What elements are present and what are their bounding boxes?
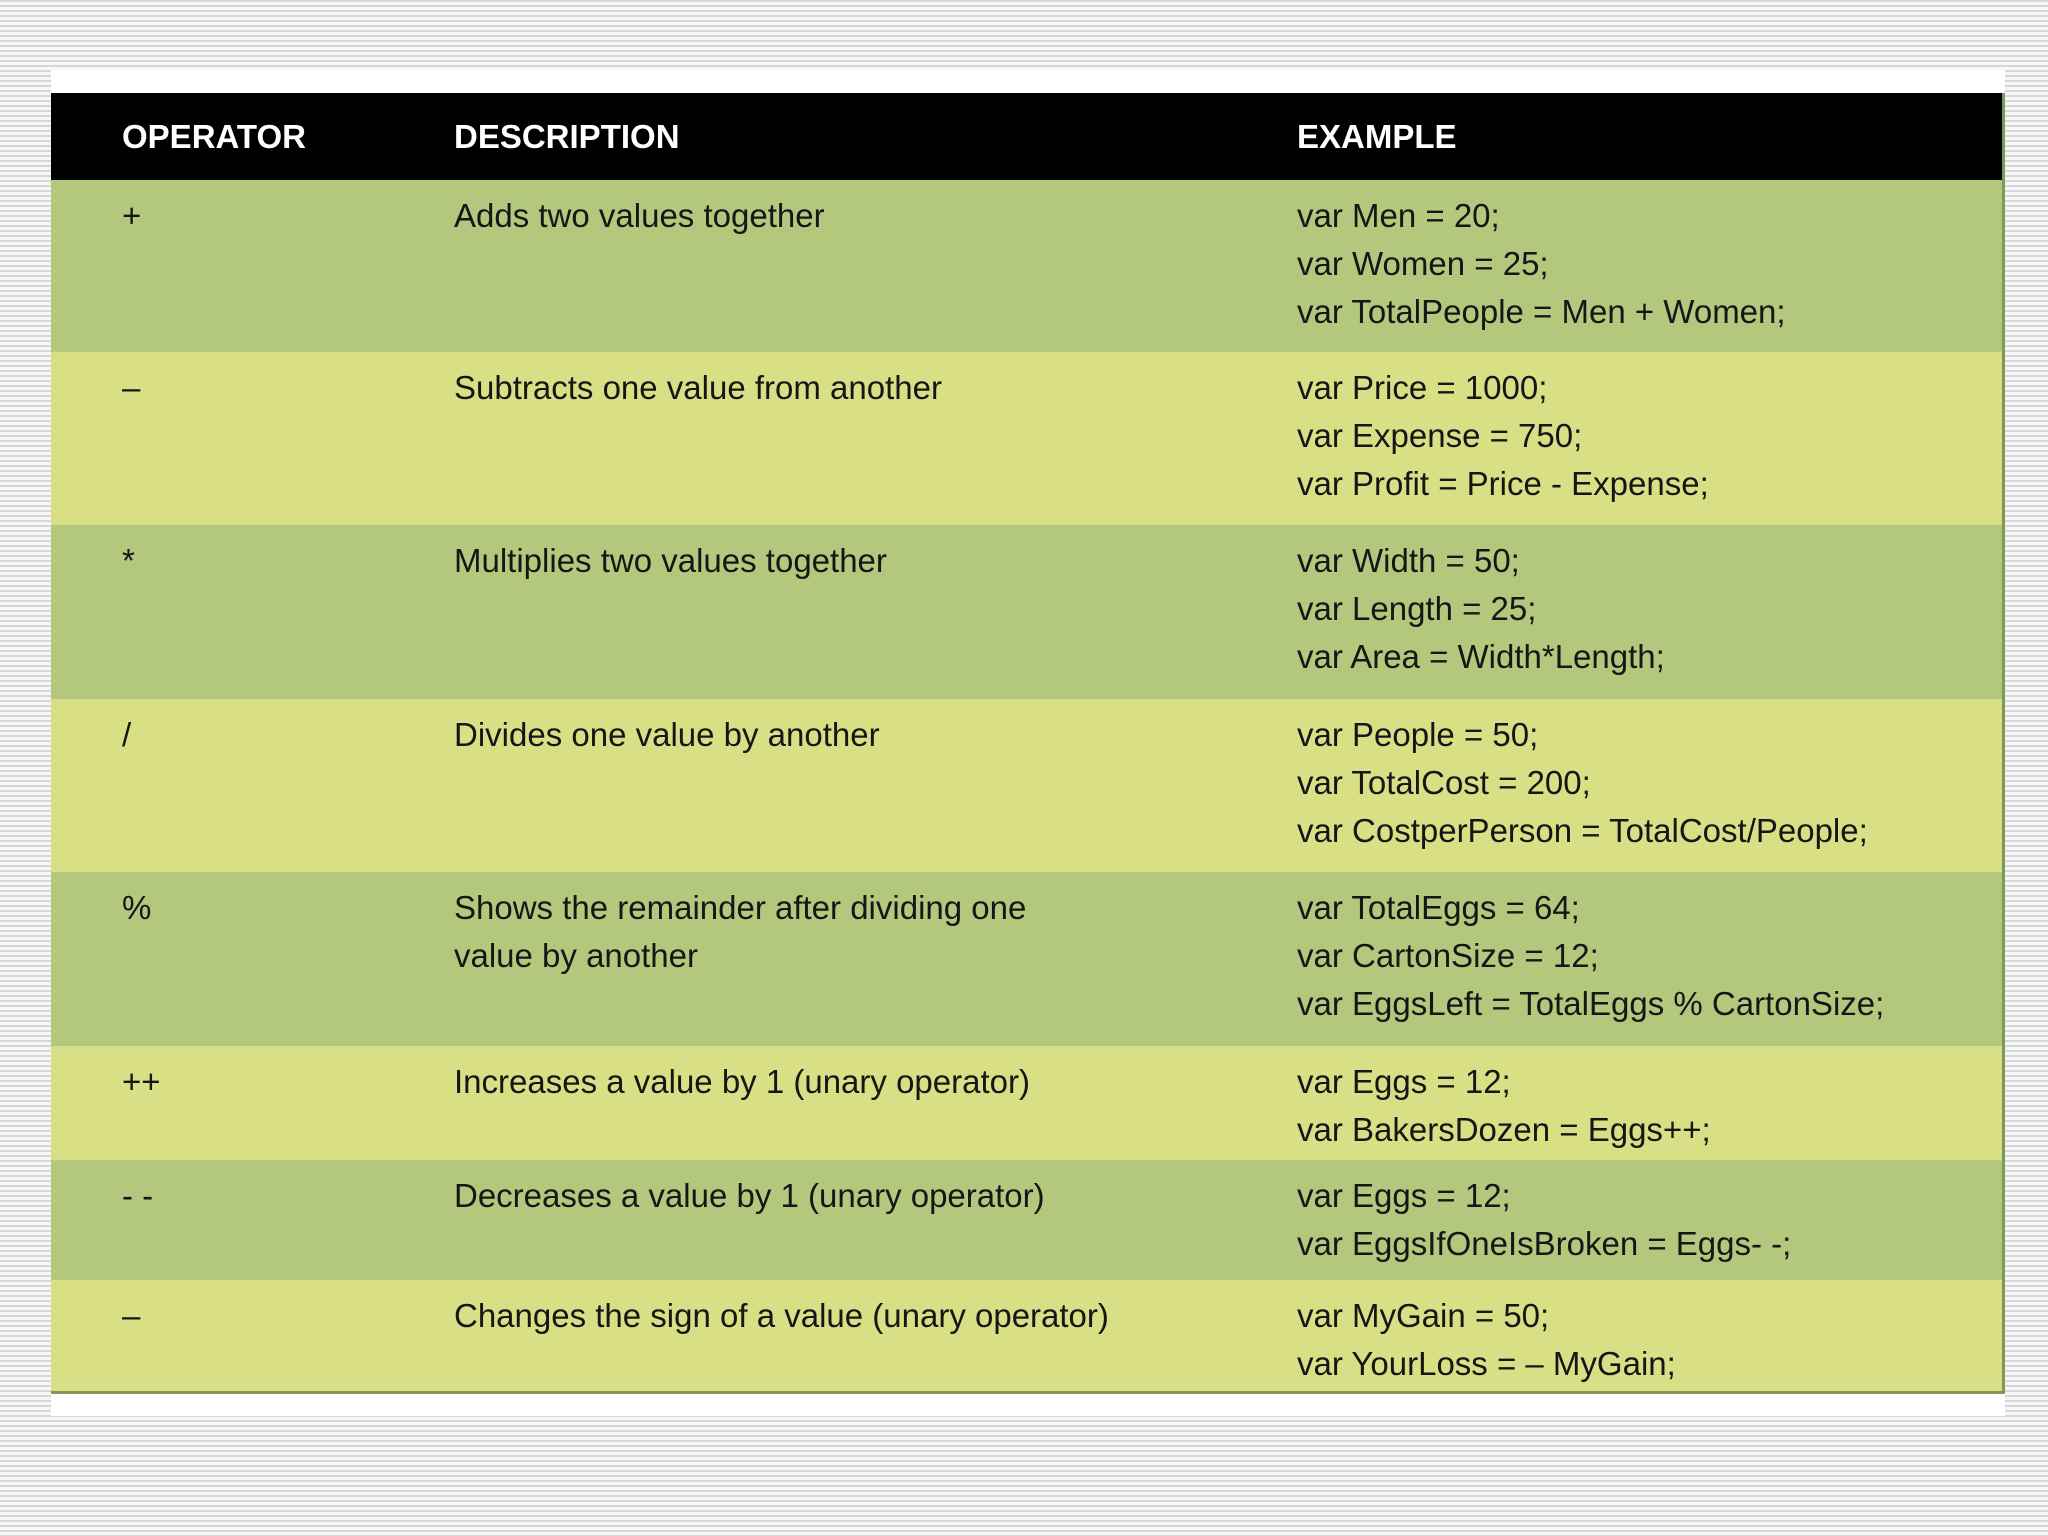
example-line: var Profit = Price - Expense; (1297, 465, 1709, 502)
example-cell (1297, 180, 2002, 352)
description-line: Increases a value by 1 (unary operator) (454, 1063, 1030, 1100)
description-line: Decreases a value by 1 (unary operator) (454, 1177, 1045, 1214)
description-cell (454, 1280, 1297, 1391)
description-cell (454, 872, 1297, 1046)
example-line: var CostperPerson = TotalCost/People; (1297, 812, 1868, 849)
table-row (51, 1160, 2002, 1280)
table-row (51, 699, 2002, 872)
description-line: Subtracts one value from another (454, 369, 942, 406)
description-cell (454, 1046, 1297, 1160)
description-line: Adds two values together (454, 197, 825, 234)
example-cell (1297, 1280, 2002, 1391)
example-line: var Women = 25; (1297, 245, 1549, 282)
example-cell (1297, 1160, 2002, 1280)
example-line: var Expense = 750; (1297, 417, 1583, 454)
example-cell (1297, 699, 2002, 872)
example-line: var BakersDozen = Eggs++; (1297, 1111, 1711, 1148)
operator-table (51, 93, 2002, 1391)
example-line: var Width = 50; (1297, 542, 1520, 579)
operator-cell: - - (51, 1160, 454, 1280)
example-line: var CartonSize = 12; (1297, 937, 1599, 974)
description-cell (454, 1160, 1297, 1280)
example-line: var TotalPeople = Men + Women; (1297, 293, 1786, 330)
description-line: value by another (454, 937, 699, 974)
example-line: var TotalEggs = 64; (1297, 889, 1580, 926)
example-line: var Length = 25; (1297, 590, 1537, 627)
example-line: var TotalCost = 200; (1297, 764, 1591, 801)
table-row (51, 180, 2002, 352)
table-row (51, 352, 2002, 525)
description-cell (454, 699, 1297, 872)
description-line: Divides one value by another (454, 716, 880, 753)
description-cell (454, 180, 1297, 352)
example-line: var EggsIfOneIsBroken = Eggs- -; (1297, 1225, 1792, 1262)
example-line: var Men = 20; (1297, 197, 1500, 234)
example-cell (1297, 352, 2002, 525)
example-line: var YourLoss = – MyGain; (1297, 1345, 1676, 1382)
operator-cell: – (51, 352, 454, 525)
slide (51, 70, 2005, 1416)
operator-cell: / (51, 699, 454, 872)
example-line: var Eggs = 12; (1297, 1063, 1511, 1100)
operator-cell: * (51, 525, 454, 699)
example-cell (1297, 1046, 2002, 1160)
description-line: Changes the sign of a value (unary operator) (454, 1297, 1109, 1334)
header-operator: OPERATOR (51, 93, 454, 180)
example-line: var Eggs = 12; (1297, 1177, 1511, 1214)
operator-cell: % (51, 872, 454, 1046)
operator-cell: ++ (51, 1046, 454, 1160)
example-line: var Price = 1000; (1297, 369, 1548, 406)
example-line: var MyGain = 50; (1297, 1297, 1550, 1334)
example-line: var EggsLeft = TotalEggs % CartonSize; (1297, 985, 1885, 1022)
table-row (51, 1280, 2002, 1391)
description-cell (454, 525, 1297, 699)
example-line: var People = 50; (1297, 716, 1539, 753)
operator-table-container (51, 93, 2005, 1394)
description-line: Shows the remainder after dividing one (454, 889, 1027, 926)
table-row (51, 1046, 2002, 1160)
header-description: DESCRIPTION (454, 93, 1297, 180)
example-line: var Area = Width*Length; (1297, 638, 1665, 675)
example-cell (1297, 872, 2002, 1046)
description-cell (454, 352, 1297, 525)
example-cell (1297, 525, 2002, 699)
operator-cell: + (51, 180, 454, 352)
description-line: Multiplies two values together (454, 542, 887, 579)
operator-cell: – (51, 1280, 454, 1391)
table-header-row (51, 93, 2002, 180)
table-row (51, 872, 2002, 1046)
header-example: EXAMPLE (1297, 93, 2002, 180)
table-row (51, 525, 2002, 699)
